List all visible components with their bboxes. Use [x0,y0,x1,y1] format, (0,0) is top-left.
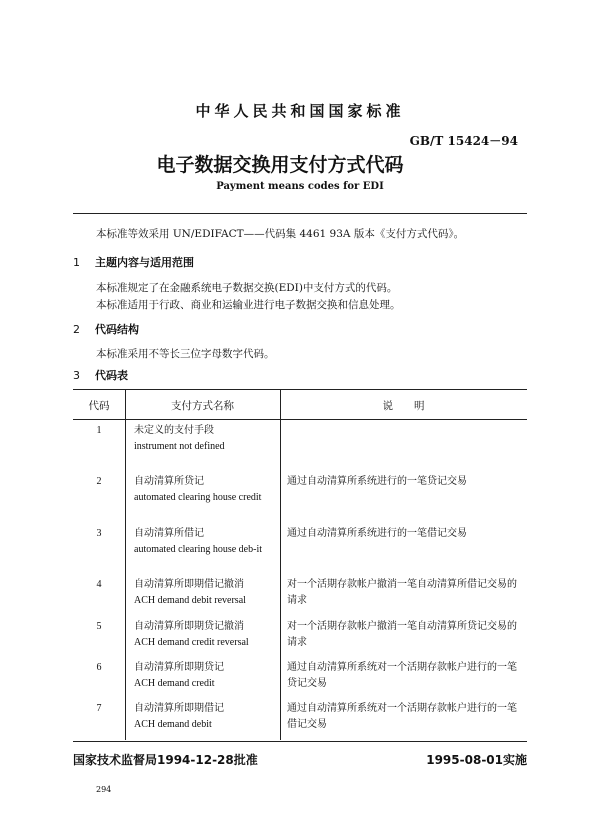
table-top-rule [73,389,527,390]
column-divider [280,390,281,740]
document-title-cn: 电子数据交换用支付方式代码 [156,154,404,176]
row-name-cn: 自动清算所即期贷记撤消 [134,621,244,632]
page-number: 294 [96,785,112,794]
row-code: 6 [96,662,102,673]
row-code: 3 [96,528,102,539]
row-code: 7 [96,703,102,714]
section-3-heading: 3 代码表 [73,369,128,382]
row-description: 通过自动清算所系统对一个活期存款帐户进行的一笔贷记交易 [287,662,517,689]
row-name-cn: 自动清算所即期借记 [134,703,224,714]
row-code: 1 [96,425,102,436]
implementation-date: 1995-08-01实施 [426,753,527,767]
row-name-cn: 自动清算所借记 [134,528,204,539]
row-name [134,474,278,506]
row-name [134,526,278,558]
row-name [134,701,278,733]
row-name [134,660,278,692]
table-header-rule [73,419,527,420]
section-2-paragraph: 本标准采用不等长三位字母数字代码。 [96,348,275,360]
row-description: 通过自动清算所系统对一个活期存款帐户进行的一笔借记交易 [287,703,517,730]
row-name [134,577,278,609]
country-standard-heading: 中华人民共和国国家标准 [195,102,405,120]
section-1-paragraph: 本标准适用于行政、商业和运输业进行电子数据交换和信息处理。 [96,299,401,311]
row-name-cn: 未定义的支付手段 [134,425,214,436]
row-name-en: ACH demand debit [134,719,212,730]
row-code: 5 [96,621,102,632]
row-name-en: automated clearing house credit [134,492,262,503]
standard-number: GB/T 15424－94 [409,134,518,148]
column-header-code: 代码 [88,401,110,412]
row-name-en: ACH demand credit [134,678,215,689]
section-2-heading: 2 代码结构 [73,323,139,336]
header-divider [73,213,527,214]
row-name-cn: 自动清算所即期借记撤消 [134,579,244,590]
row-description: 通过自动清算所系统进行的一笔借记交易 [287,528,467,539]
intro-paragraph: 本标准等效采用 UN/EDIFACT——代码集 4461 93A 版本《支付方式代码》。 [96,228,465,240]
row-name [134,619,278,651]
section-1-heading: 1 主题内容与适用范围 [73,256,194,269]
column-header-name: 支付方式名称 [171,401,234,412]
column-header-description: 说 明 [382,401,425,412]
row-description: 通过自动清算所系统进行的一笔贷记交易 [287,476,467,487]
row-description: 对一个活期存款帐户撤消一笔自动清算所借记交易的请求 [287,579,517,606]
approval-date: 国家技术监督局1994-12-28批准 [73,753,258,767]
row-name [134,423,278,455]
row-name-en: ACH demand debit reversal [134,595,246,606]
table-bottom-rule [73,741,527,742]
row-code: 4 [96,579,102,590]
section-1-paragraph: 本标准规定了在金融系统电子数据交换(EDI)中支付方式的代码。 [96,282,398,294]
column-divider [125,390,126,740]
row-name-en: automated clearing house deb-it [134,544,263,555]
document-title-en: Payment means codes for EDI [216,181,384,192]
row-description: 对一个活期存款帐户撤消一笔自动清算所贷记交易的请求 [287,621,517,648]
row-code: 2 [96,476,102,487]
row-name-cn: 自动清算所贷记 [134,476,204,487]
row-name-cn: 自动清算所即期贷记 [134,662,224,673]
row-name-en: instrument not defined [134,441,225,452]
row-name-en: ACH demand credit reversal [134,637,249,648]
